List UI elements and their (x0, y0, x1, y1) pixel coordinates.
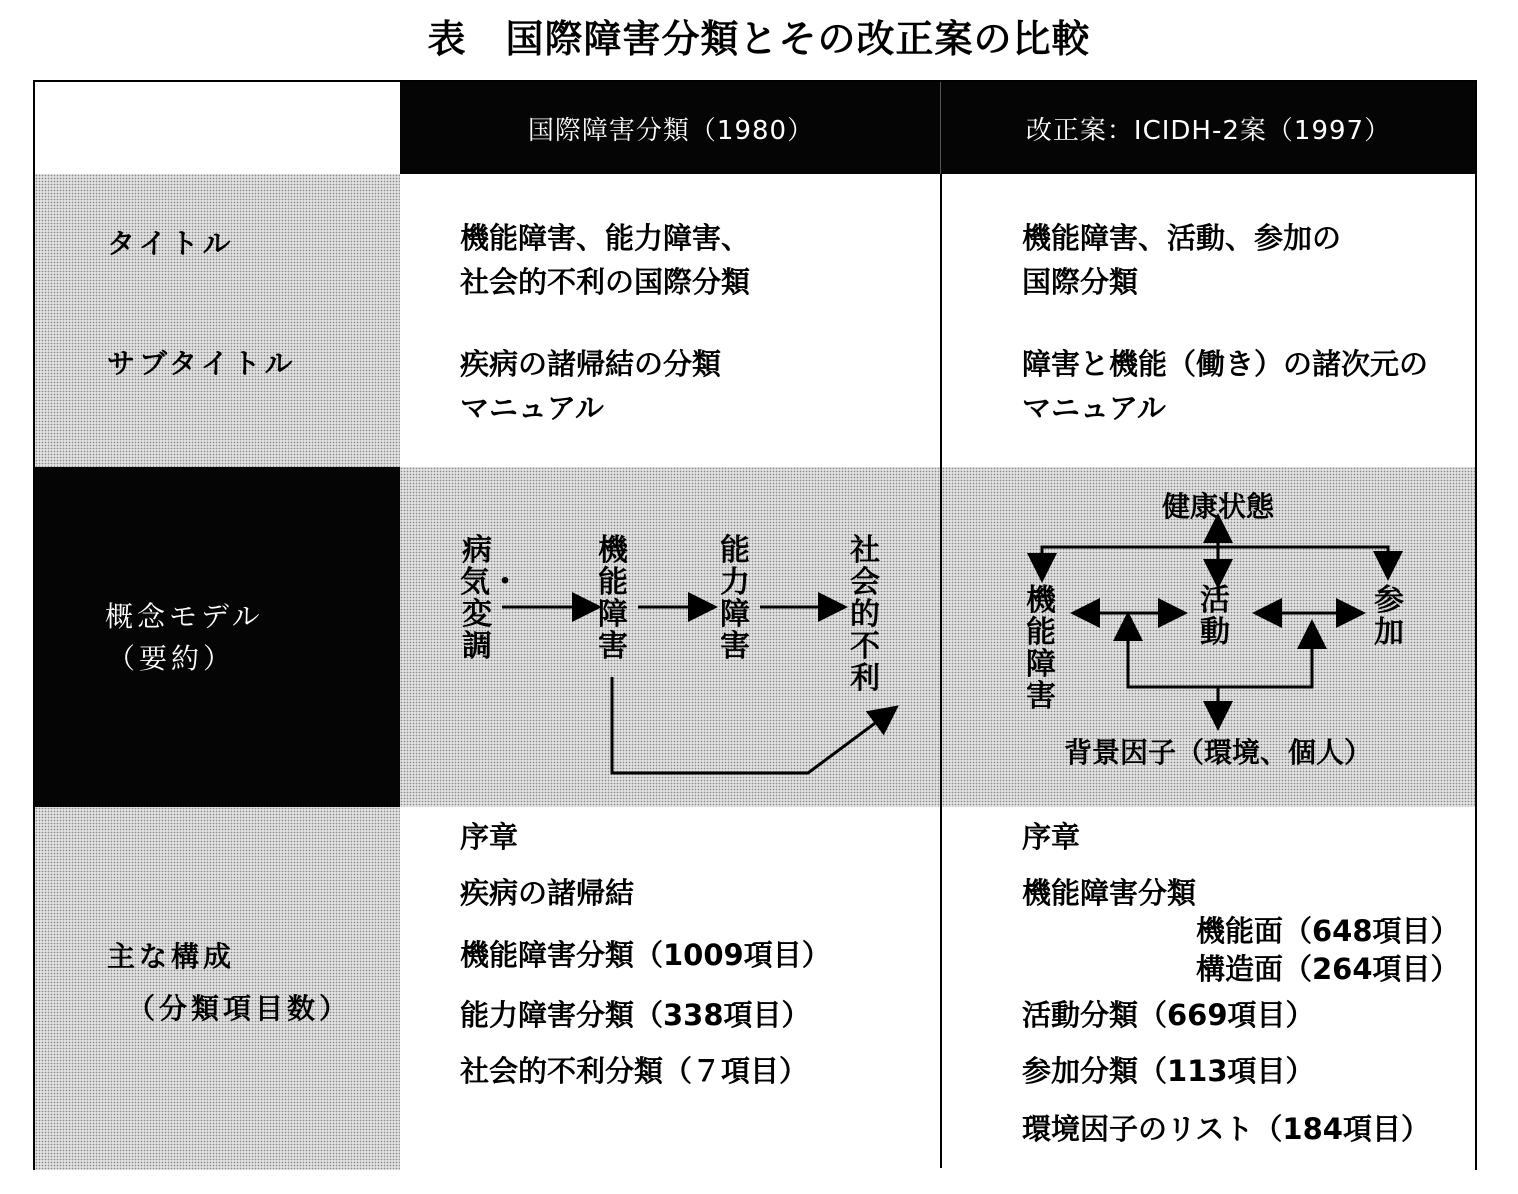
row-structure-label-cell (35, 807, 400, 1170)
icidh2-structure-environment: 環境因子のリスト（184項目） (1022, 1112, 1430, 1146)
icidh-model-handicap: 社会的不利 (850, 533, 880, 696)
icidh-title-line1: 機能障害、能力障害、 (460, 221, 751, 255)
header-divider (940, 82, 941, 174)
icidh-subtitle-line1: 疾病の諸帰結の分類 (460, 347, 722, 381)
icidh2-model-arrows (942, 467, 1475, 807)
icidh-title-line2: 社会的不利の国際分類 (460, 265, 751, 299)
icidh-subtitle-line2: マニュアル (460, 391, 604, 425)
structure-row-sublabel: （分類項目数） (127, 992, 352, 1025)
model-row-label: 概念モデル (105, 600, 264, 633)
icidh2-structure-function: 機能面（648項目） (1196, 914, 1460, 948)
icidh2-structure-structure: 構造面（264項目） (1196, 952, 1460, 986)
icidh-model-impairment: 機能障害 (598, 533, 628, 664)
icidh2-model-impairment: 機能障害 (1026, 583, 1056, 714)
icidh2-model-activity: 活動 (1200, 583, 1230, 650)
context-bracket (1128, 625, 1312, 687)
icidh-model-arrows (400, 467, 942, 807)
header-icidh2-label: 改正案：ICIDH-2案（1997） (1025, 115, 1392, 146)
structure-row-label: 主な構成 (107, 940, 236, 973)
arrow-impairment-to-handicap (612, 677, 894, 773)
icidh2-structure-activity: 活動分類（669項目） (1022, 998, 1315, 1032)
icidh2-structure-participation: 参加分類（113項目） (1022, 1054, 1315, 1088)
icidh2-title-line2: 国際分類 (1022, 265, 1139, 299)
icidh2-structure-intro: 序章 (1022, 820, 1081, 854)
icidh2-subtitle-line2: マニュアル (1022, 391, 1166, 425)
comparison-table (33, 80, 1477, 1170)
icidh-model-cell (400, 467, 942, 807)
icidh-model-disease: 病気・変調 (460, 533, 520, 664)
icidh2-structure-impairment: 機能障害分類 (1022, 876, 1197, 910)
icidh-structure-item: 機能障害分類（1009項目） (460, 938, 831, 972)
page-title: 表 国際障害分類とその改正案の比較 (427, 17, 1091, 61)
icidh-structure-cell (400, 807, 942, 1170)
column-divider (940, 174, 942, 1168)
header-icidh-label: 国際障害分類（1980） (527, 115, 815, 146)
icidh-title-cell (400, 174, 942, 467)
icidh-structure-item: 社会的不利分類（７項目） (460, 1054, 809, 1088)
title-row-label: タイトル (107, 227, 235, 260)
header-empty-cell (35, 82, 400, 174)
icidh2-title-line1: 機能障害、活動、参加の (1022, 221, 1342, 255)
icidh-structure-item: 序章 (460, 820, 519, 854)
header-icidh2 (942, 82, 1475, 174)
icidh2-model-context: 背景因子（環境、個人） (1064, 736, 1373, 769)
subtitle-row-label: サブタイトル (107, 347, 297, 380)
icidh-structure-item: 能力障害分類（338項目） (460, 998, 811, 1032)
icidh2-structure-cell (942, 807, 1475, 1170)
icidh2-model-health: 健康状態 (1162, 490, 1275, 523)
row-model-label-cell (35, 467, 400, 807)
icidh-model-disability: 能力障害 (720, 533, 750, 664)
icidh-structure-item: 疾病の諸帰結 (460, 876, 635, 910)
icidh2-model-cell (942, 467, 1475, 807)
row-title-label-cell (35, 174, 400, 467)
icidh2-model-participation: 参加 (1374, 583, 1404, 650)
model-row-sublabel: （要約） (107, 642, 236, 675)
header-icidh (400, 82, 942, 174)
health-bracket (1042, 547, 1388, 575)
icidh2-title-cell (942, 174, 1475, 467)
icidh2-subtitle-line1: 障害と機能（働き）の諸次元の (1022, 347, 1429, 381)
